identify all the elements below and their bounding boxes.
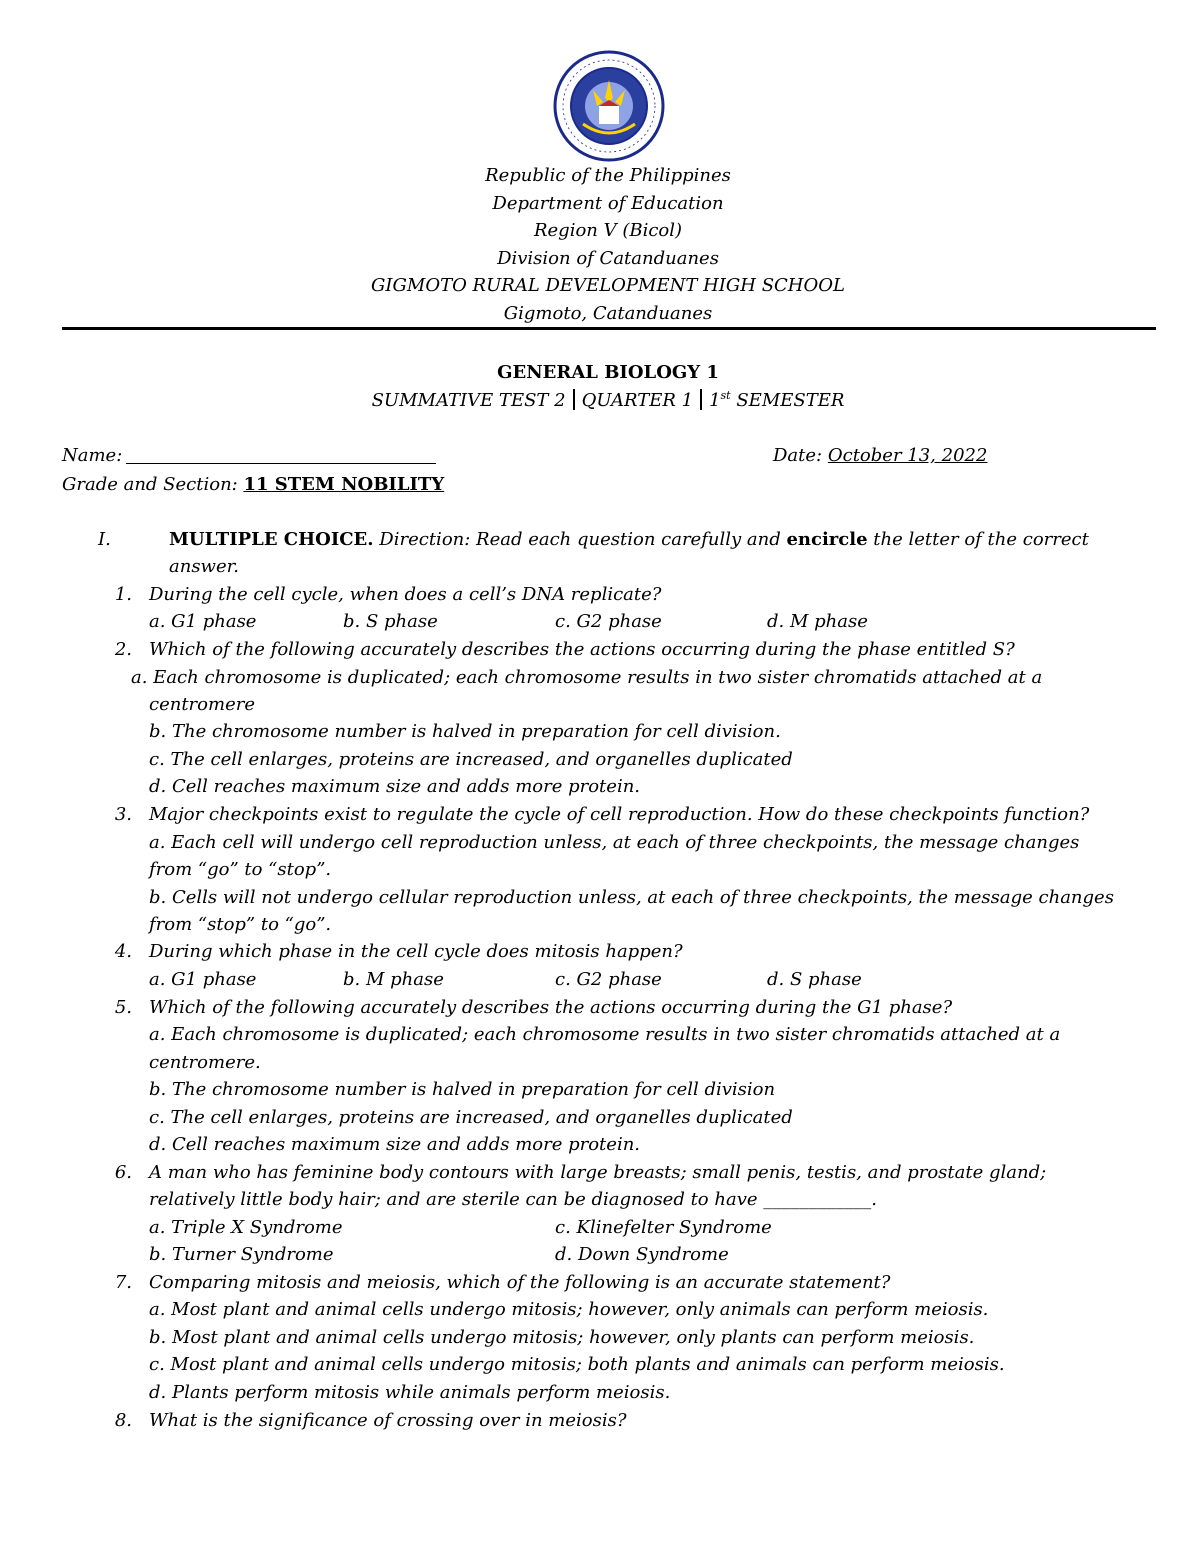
question-number: 5. (114, 997, 132, 1018)
choice-1c[interactable]: c. G2 phase (555, 611, 662, 632)
choice-6c[interactable]: c. Klinefelter Syndrome (555, 1217, 772, 1238)
quarter-label: QUARTER 1 (581, 390, 694, 411)
question-number: 8. (114, 1410, 132, 1431)
subject-title: GENERAL BIOLOGY 1 (497, 362, 719, 383)
choice-3a[interactable]: a. Each cell will undergo cell reproduction unless, at each of three checkpoints, the message changes (149, 832, 1080, 853)
question-number: 3. (114, 804, 132, 825)
question-4-text: During which phase in the cell cycle does mitosis happen? (149, 941, 683, 962)
section-roman: I. (98, 529, 111, 550)
choice-6a[interactable]: a. Triple X Syndrome (149, 1217, 343, 1238)
test-subtitle (0, 389, 1200, 411)
direction-emphasis: encircle (786, 529, 868, 550)
header-divider (62, 327, 1156, 330)
header-republic: Republic of the Philippines (485, 165, 731, 186)
question-number: 7. (114, 1272, 132, 1293)
choice-2a[interactable]: a. Each chromosome is duplicated; each chromosome results in two sister chromatids attached at a (131, 667, 1043, 688)
direction-text-end: answer. (169, 556, 239, 577)
question-3-text: Major checkpoints exist to regulate the cycle of cell reproduction. How do these checkpoints function? (149, 804, 1090, 825)
question-number: 1. (114, 584, 132, 605)
choice-2c[interactable]: c. The cell enlarges, proteins are increased, and organelles duplicated (149, 749, 793, 770)
question-7-text: Comparing mitosis and meiosis, which of the following is an accurate statement? (149, 1272, 891, 1293)
choice-5d[interactable]: d. Cell reaches maximum size and adds more protein. (149, 1134, 641, 1155)
test-name: SUMMATIVE TEST 2 (371, 390, 566, 411)
header-location: Gigmoto, Catanduanes (503, 302, 713, 324)
choice-6b[interactable]: b. Turner Syndrome (149, 1244, 334, 1265)
header-division: Division of Catanduanes (497, 247, 719, 269)
name-label: Name: (62, 445, 123, 466)
question-8-text: What is the significance of crossing over in meiosis? (149, 1410, 627, 1431)
grade-value: 11 STEM NOBILITY (243, 474, 445, 495)
choice-5a[interactable]: a. Each chromosome is duplicated; each chromosome results in two sister chromatids attached at a (149, 1024, 1061, 1045)
grade-field (62, 473, 444, 497)
name-field (62, 444, 436, 468)
choice-5a-cont: centromere. (149, 1052, 261, 1073)
choice-6d[interactable]: d. Down Syndrome (555, 1244, 729, 1265)
school-header (0, 162, 1200, 328)
choice-7a[interactable]: a. Most plant and animal cells undergo mitosis; however, only animals can perform meiosis. (149, 1299, 989, 1320)
direction-text: Direction: Read each question carefully and (379, 529, 781, 550)
choice-3a-cont: from “go” to “stop”. (149, 859, 332, 880)
question-number: 6. (114, 1162, 132, 1183)
choice-2d[interactable]: d. Cell reaches maximum size and adds more protein. (149, 776, 641, 797)
direction-text-cont: the letter of the correct (873, 529, 1089, 550)
divider-bar (573, 389, 575, 410)
question-number: 4. (114, 941, 132, 962)
question-5-text: Which of the following accurately describes the actions occurring during the G1 phase? (149, 997, 953, 1018)
choice-1b[interactable]: b. S phase (343, 611, 438, 632)
date-label: Date: (773, 445, 823, 466)
choice-2a-cont: centromere (149, 694, 255, 715)
choice-5c[interactable]: c. The cell enlarges, proteins are increased, and organelles duplicated (149, 1107, 793, 1128)
choice-7c[interactable]: c. Most plant and animal cells undergo mitosis; both plants and animals can perform meiosis. (149, 1354, 1005, 1375)
semester-number: 1 (709, 390, 721, 411)
section-title: MULTIPLE CHOICE. (169, 529, 374, 550)
date-field (773, 444, 987, 468)
choice-2b[interactable]: b. The chromosome number is halved in preparation for cell division. (149, 721, 781, 742)
choice-3b-cont: from “stop” to “go”. (149, 914, 332, 935)
question-number: 2. (114, 639, 132, 660)
date-value: October 13, 2022 (827, 445, 988, 466)
choice-7b[interactable]: b. Most plant and animal cells undergo mitosis; however, only plants can perform meiosis. (149, 1327, 975, 1348)
choice-1d[interactable]: d. M phase (767, 611, 868, 632)
question-6-text: A man who has feminine body contours with large breasts; small penis, testis, and prostate gland; (149, 1162, 1047, 1183)
choice-4c[interactable]: c. G2 phase (555, 969, 662, 990)
header-school: GIGMOTO RURAL DEVELOPMENT HIGH SCHOOL (371, 275, 845, 297)
choice-7d[interactable]: d. Plants perform mitosis while animals perform meiosis. (149, 1382, 671, 1403)
grade-label: Grade and Section: (62, 474, 238, 495)
choice-5b[interactable]: b. The chromosome number is halved in preparation for cell division (149, 1079, 776, 1100)
question-6-text-cont: relatively little body hair; and are sterile can be diagnosed to have ____________. (149, 1189, 877, 1210)
divider-bar (700, 389, 702, 410)
semester-word: SEMESTER (736, 390, 845, 411)
question-2-text: Which of the following accurately describes the actions occurring during the phase entitled S? (149, 639, 1015, 660)
choice-4d[interactable]: d. S phase (767, 969, 862, 990)
section-heading (169, 528, 1089, 552)
name-blank[interactable] (126, 445, 436, 464)
choice-4a[interactable]: a. G1 phase (149, 969, 257, 990)
choice-3b[interactable]: b. Cells will not undergo cellular reproduction unless, at each of three checkpoints, the message changes (149, 887, 1114, 908)
deped-seal-logo (553, 50, 665, 162)
header-department: Department of Education (492, 192, 724, 214)
semester-suffix: st (720, 389, 731, 402)
choice-4b[interactable]: b. M phase (343, 969, 444, 990)
choice-1a[interactable]: a. G1 phase (149, 611, 257, 632)
question-1-text: During the cell cycle, when does a cell’s DNA replicate? (149, 584, 662, 605)
header-region: Region V (Bicol) (533, 220, 683, 242)
